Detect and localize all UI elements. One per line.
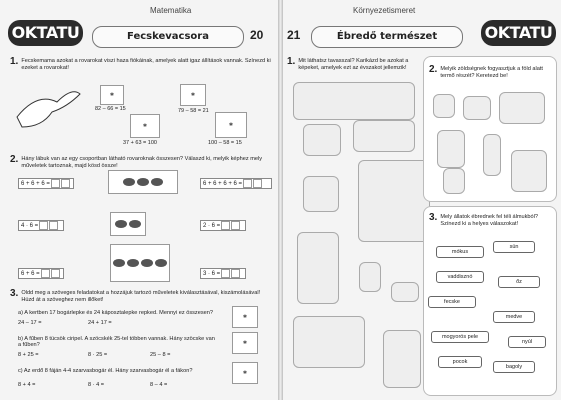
snowman-illustration[interactable] <box>303 124 341 156</box>
exercise-number: 1. <box>10 56 19 67</box>
exercise-number: 2. <box>429 64 438 75</box>
exercise-text: Mit láthatsz tavasszal? Karikázd be azokat a képeket, amelyek ezt az évszakot jellemzik! <box>298 58 409 71</box>
old-man-illustration[interactable] <box>297 232 339 304</box>
landscape-illustration[interactable] <box>293 82 415 120</box>
caption: 100 – 58 = 15 <box>208 140 242 146</box>
answer-option[interactable]: nyúl <box>508 336 546 348</box>
answer-option[interactable]: őz <box>498 276 540 288</box>
operation[interactable]: 8 + 25 = <box>18 352 39 358</box>
exercise-3 <box>429 214 544 228</box>
equation-box[interactable]: 6 + 6 + 6 + 6 = <box>200 178 272 189</box>
right-page <box>283 0 561 400</box>
operation[interactable]: 24 – 17 = <box>18 320 42 326</box>
exercise-1 <box>10 58 273 72</box>
operation[interactable]: 8 + 4 = <box>18 382 36 388</box>
answer-option[interactable]: vaddisznó <box>436 271 484 283</box>
problem-c: c) Az erdő 8 fáján 4-4 szarvasbogár él. Hány szarvasbogár él a fákon? <box>18 368 193 374</box>
swallow-illustration[interactable] <box>391 282 419 302</box>
caption: 82 – 66 = 15 <box>95 106 126 112</box>
insect-group-picture[interactable] <box>110 244 170 282</box>
snowflake-illustration[interactable] <box>303 176 339 212</box>
children-tree-illustration[interactable] <box>358 160 430 242</box>
insect-group-picture[interactable] <box>110 212 146 236</box>
problem-a: a) A kertben 17 bogárlepke és 24 káposztalepke repked. Mennyi ez összesen? <box>18 310 213 316</box>
pepper-illustration[interactable] <box>511 150 547 192</box>
logo: OKTATU <box>8 20 83 46</box>
onion-illustration[interactable] <box>443 168 465 194</box>
exercise-text: Hány lábuk van az egy csoportban látható rovaroknak összesen? Válaszd ki, melyik képhez mely műveletek tartoznak, majd kösd össze! <box>21 156 263 169</box>
insect-butterfly-icon[interactable]: ✱ <box>215 112 247 138</box>
exercise-text: Melyik zöldségnek fogyasztjuk a föld alatt termő részét? Keretezd be! <box>440 66 543 79</box>
page-title: Ébredő természet <box>311 26 463 48</box>
exercise-number: 1. <box>287 56 296 67</box>
insect-fly-icon[interactable]: ✱ <box>100 85 124 105</box>
swallow-illustration <box>12 82 82 132</box>
answer-option[interactable]: medve <box>493 311 535 323</box>
cabbage-illustration[interactable] <box>499 92 545 124</box>
equation-box[interactable]: 6 + 6 + 6 = <box>18 178 74 189</box>
exercise-text: Fecskemama azokat a rovarokat viszi haza fiókáinak, amelyek alatt igaz állítások vannak. Színezd ki ezeket a rovarokat! <box>21 58 271 71</box>
equation-box[interactable]: 2 · 6 = <box>200 220 246 231</box>
stork-illustration[interactable] <box>383 330 421 388</box>
insect-group-picture[interactable] <box>108 170 178 194</box>
page-title: Fecskevacsora <box>92 26 244 48</box>
exercise-2 <box>429 66 544 80</box>
cricket-icon: ✱ <box>232 332 258 354</box>
subject-label: Matematika <box>150 6 192 15</box>
insect-beetle-icon[interactable]: ✱ <box>130 114 160 138</box>
logo: OKTATU <box>481 20 556 46</box>
operation[interactable]: 8 – 4 = <box>150 382 168 388</box>
exercise-2 <box>10 156 273 170</box>
answer-option[interactable]: mogyorós pele <box>431 331 489 343</box>
equation-box[interactable]: 6 + 6 = <box>18 268 64 279</box>
potato-illustration[interactable] <box>433 94 455 118</box>
answer-option[interactable]: sün <box>493 241 535 253</box>
answer-option[interactable]: pocok <box>438 356 482 368</box>
operation[interactable]: 8 · 25 = <box>88 352 108 358</box>
exercise-number: 3. <box>429 212 438 223</box>
carrot-illustration[interactable] <box>483 134 501 176</box>
flower-illustration[interactable] <box>359 262 381 292</box>
problem-b: b) A fűben 8 tücsök ciripel. A szöcskék 25-tel többen vannak. Hány szöcske van a fűben? <box>18 336 215 348</box>
flowers-illustration[interactable] <box>353 120 415 152</box>
exercise-1 <box>287 58 417 72</box>
answer-option[interactable]: bagoly <box>493 361 535 373</box>
answer-option[interactable]: fecske <box>428 296 476 308</box>
tomato-illustration[interactable] <box>463 96 491 120</box>
lamb-illustration[interactable] <box>293 316 365 368</box>
page-number: 20 <box>250 28 264 42</box>
exercise-number: 2. <box>10 154 19 165</box>
kohlrabi-illustration[interactable] <box>437 130 465 168</box>
operation[interactable]: 25 – 8 = <box>150 352 171 358</box>
stag-beetle-icon: ✱ <box>232 362 258 384</box>
exercise-number: 3. <box>10 288 19 299</box>
equation-box[interactable]: 4 · 6 = <box>18 220 64 231</box>
caption: 37 + 63 = 100 <box>123 140 157 146</box>
left-page <box>0 0 278 400</box>
exercise-3 <box>10 290 273 304</box>
subject-label: Környezetismeret <box>353 6 416 15</box>
operation[interactable]: 8 · 4 = <box>88 382 105 388</box>
exercise-text: Mely állatok ébrednek fel téli álmukból? Színezd ki a helyes válaszokat! <box>440 214 538 227</box>
caption: 79 – 58 = 21 <box>178 108 209 114</box>
operation[interactable]: 24 + 17 = <box>88 320 112 326</box>
exercise-text: Oldd meg a szöveges feladatokat a hozzájuk tartozó műveletek kiválasztásával, kiszámolásával! Húzd át a szöveghez nem illőket! <box>21 290 261 303</box>
answer-option[interactable]: mókus <box>436 246 484 258</box>
insect-bee-icon[interactable]: ✱ <box>180 84 206 106</box>
page-number: 21 <box>287 28 301 42</box>
equation-box[interactable]: 3 · 6 = <box>200 268 246 279</box>
butterfly-icon: ✱ <box>232 306 258 328</box>
